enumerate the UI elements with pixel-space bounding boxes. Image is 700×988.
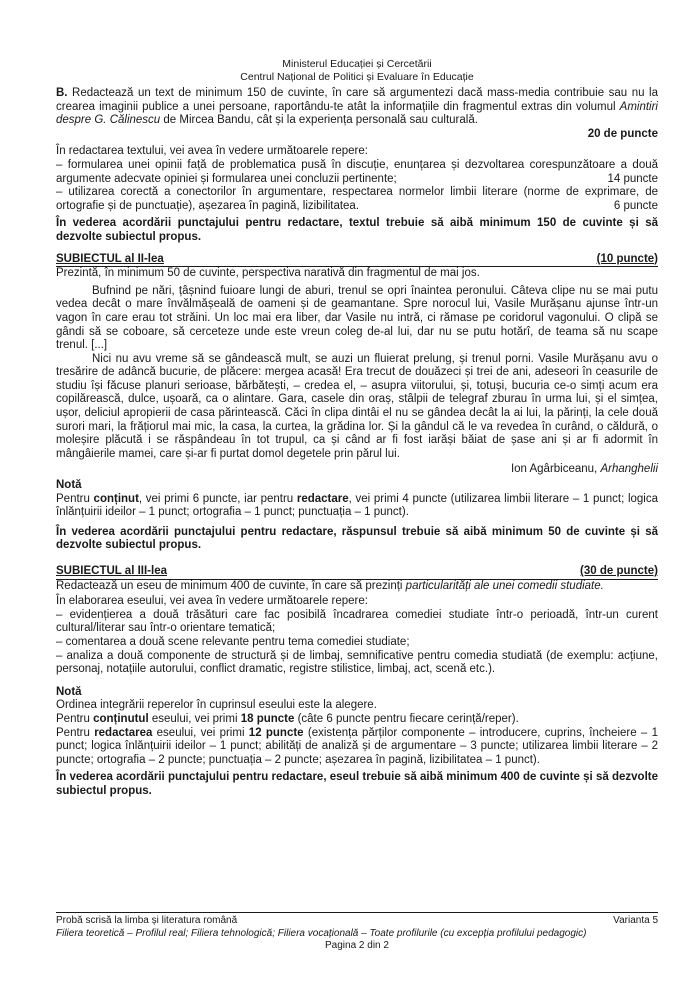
subject-2-bold-note: În vederea acordării punctajului pentru redactare, răspunsul trebuie să aibă minimum 50 de cuvinte și să dezvolte subiectul propus. — [56, 525, 658, 552]
note2-post: (câte 6 puncte pentru fiecare cerință/reper). — [294, 712, 519, 725]
note3-pre: Pentru — [56, 726, 95, 739]
subject-3-req2: – comentarea a două scene relevante pentru tema comediei studiate; — [56, 635, 410, 648]
note-pre: Pentru — [56, 492, 94, 505]
note2-pre: Pentru — [56, 712, 94, 725]
page-header — [56, 58, 658, 84]
subject-2-title: SUBIECTUL al II-lea — [56, 252, 164, 265]
subject-2-points: (10 puncte) — [596, 252, 658, 265]
subject-2 — [56, 253, 658, 553]
footer-profile: Filiera teoretică – Profilul real; Filiera tehnologică; Filiera vocațională – Toate profilurile (cu excepția profilului pedagogic) — [56, 927, 587, 939]
note3-points: 12 puncte — [248, 726, 304, 739]
note2-mid: eseului, vei primi — [148, 712, 241, 725]
book-title: Amintiri despre G. Călinescu — [56, 100, 658, 127]
excerpt-source — [56, 463, 658, 477]
excerpt-work: Arhanghelii — [600, 463, 658, 476]
subject-3-intro: În elaborarea eseului, vei avea în vedere următoarele repere: — [56, 595, 368, 608]
note2-points: 18 puncte — [240, 712, 295, 725]
subject-2-heading — [56, 253, 658, 268]
literary-excerpt — [56, 285, 658, 477]
footer-row — [56, 915, 658, 928]
subject-3-note3 — [56, 727, 658, 768]
req2-points: 6 puncte — [613, 199, 658, 212]
note-post: , vei primi 4 puncte (utilizarea limbii literare – 1 punct; logica înlănțuirii ideilor – 1 punct; ortografia – 1 punct; punctuația – 1 punct). — [56, 492, 658, 519]
subject-3-bold-note: În vederea acordării punctajului pentru redactare, eseul trebuie să aibă minimum 400 de cuvinte și să dezvolte subiectul propus. — [56, 771, 658, 797]
subject-2-task: Prezintă, în minimum 50 de cuvinte, perspectiva narativă din fragmentul de mai jos. — [56, 267, 480, 280]
subject-3-points: (30 de puncte) — [580, 565, 658, 577]
req1-points: 14 puncte — [607, 172, 658, 185]
subject-3-req3: – analiza a două componente de structură și de limbaj, semnificative pentru comedia studiată (de exemplu: acțiune, personaj, notațiile autorului, conflict dramatic, registre stilistice, limbaj, act, scenă etc.). — [56, 649, 658, 676]
excerpt-author: Ion Agârbiceanu, — [510, 463, 601, 476]
subject-3-note-title: Notă — [56, 685, 82, 698]
section-b-task-text: Redactează un text de minimum 150 de cuvinte, în care să argumentezi dacă mass-media contribuie sau nu la crearea imaginii publice a unei persoane, raportându-te atât la informațiile din fragmentul extras din volumul — [56, 87, 658, 113]
subject-3-note1: Ordinea integrării reperelor în cuprinsul eseului este la alegere. — [56, 699, 377, 712]
note2-bold: conținutul — [93, 712, 149, 725]
subject-3-task — [56, 580, 658, 594]
section-b-task — [56, 87, 658, 128]
note3-bold: redactarea — [94, 726, 153, 739]
section-b-req1 — [56, 159, 658, 186]
subject-3-task-text: Redactează un eseu de minimum 400 de cuvinte, în care să prezinți — [56, 579, 406, 592]
section-b — [56, 87, 658, 245]
page-footer — [56, 912, 658, 953]
note3-post: (existența părților componente – introducere, cuprins, încheiere – 1 punct; logica înlănțuirii ideilor – 1 punct; abilități de analiză și de argumentare – 3 puncte; utilizarea limbii literare – 2 puncte; ortografia – 2 puncte; punctuația – 2 puncte; așezarea în pagină, lizibilitatea – 1 punct). — [56, 726, 658, 766]
excerpt-paragraph-1: Bufnind pe nări, țâșnind fuioare lungi de aburi, trenul se opri înaintea peronului. Câteva clipe nu se mai putu vedea decât o mare învălmășeală de oameni și de geamantane. Spre norocul lui, Vasile Murășanu ajunse într-un vagon în care erau tot străini. Un loc mai era liber, dar Vasile nu intră, ci rămase pe coridorul vagonului. O clipă se gândi să se coboare, să cerceteze unde este vreun coleg de-al lui, dar nu se putu hotărî, de teama să nu scape trenul. [...] — [56, 284, 658, 352]
section-b-letter: B. — [56, 87, 68, 99]
subject-3-note2 — [56, 713, 658, 727]
note-mid: , vei primi 6 puncte, iar pentru — [138, 492, 297, 505]
subject-3-title: SUBIECTUL al III-lea — [56, 565, 167, 577]
req2-text: – utilizarea corectă a conectorilor în argumentare, respectarea normelor limbii literare (norme de exprimare, de ortografie și de punctuație), așezarea în pagină, lizibilitatea. — [56, 186, 658, 212]
section-b-task-end: de Mircea Bandu, cât și la experiența personală sau culturală. — [160, 114, 478, 127]
subject-3 — [56, 565, 658, 799]
ministry-name: Ministerul Educației și Cercetării — [282, 58, 432, 70]
section-b-note: În vederea acordării punctajului pentru redactare, textul trebuie să aibă minimum 150 de cuvinte și să dezvolte subiectul propus. — [56, 217, 658, 243]
center-name: Centrul Național de Politici și Evaluare în Educație — [240, 71, 474, 83]
section-b-req2 — [56, 186, 658, 213]
subject-3-task-italic: particularități ale unei comedii studiate. — [405, 579, 604, 592]
subject-3-heading — [56, 565, 658, 580]
footer-exam-name: Probă scrisă la limba și literatura română — [56, 915, 238, 926]
section-b-points: 20 de puncte — [587, 127, 658, 140]
excerpt-paragraph-2: Nici nu avu vreme să se gândească mult, se auzi un fluierat prelung, și trenul porni. Vasile Murășanu avu o tresărire de adâncă bucurie, de plăcere: mergea acasă! Era trecut de douăzeci și trei de ani, adeseori în ceasurile de studiu își făcuse planuri serioase, bărbătești, – credea el, – asupra viitorului, și, totuși, bucuria ce-o simți acum era copilărească, dulce, ușoară, ca o alintare. Gara, casele din oraș, stâlpii de telegraf zburau în urma lui, și el simțea, ușor, deliciul apropierii de casa părintească. Căci în clipa dintâi el nu se gândea decât la ai lui, la părinți, la cele două surori mari, la frățiorul mai mic, la casa, la curtea, la grădina lor. Și la gândul că le va revedea în curând, o căldură, o moleșire plăcută i se răspândeau în tot trupul, ca și când ar fi fost iarăși băiat de șase ani și ar fi adormit în mângâierile mamei, care și-ar fi purtat domol degetele prin părul lui. — [56, 352, 658, 460]
footer-page-number: Pagina 2 din 2 — [325, 940, 389, 951]
section-b-intro: În redactarea textului, vei avea în vedere următoarele repere: — [56, 145, 368, 158]
subject-2-note-title: Notă — [56, 479, 82, 492]
subject-2-note — [56, 493, 658, 520]
subject-3-req1: – evidențierea a două trăsături care fac posibilă încadrarea comediei studiate într-o perioadă, într-un curent cultural/literar sau într-o orientare tematică; — [56, 608, 658, 635]
note3-mid: eseului, vei primi — [152, 726, 249, 739]
note-redactare-word: redactare — [296, 492, 349, 505]
footer-variant: Varianta 5 — [613, 915, 658, 926]
note-content-word: conținut — [93, 492, 139, 505]
req1-text: – formularea unei opinii față de problematica pusă în discuție, enunțarea și dezvoltarea corespunzătoare a două argumente adecvate opiniei și formularea unei concluzii pertinente; — [56, 158, 658, 185]
